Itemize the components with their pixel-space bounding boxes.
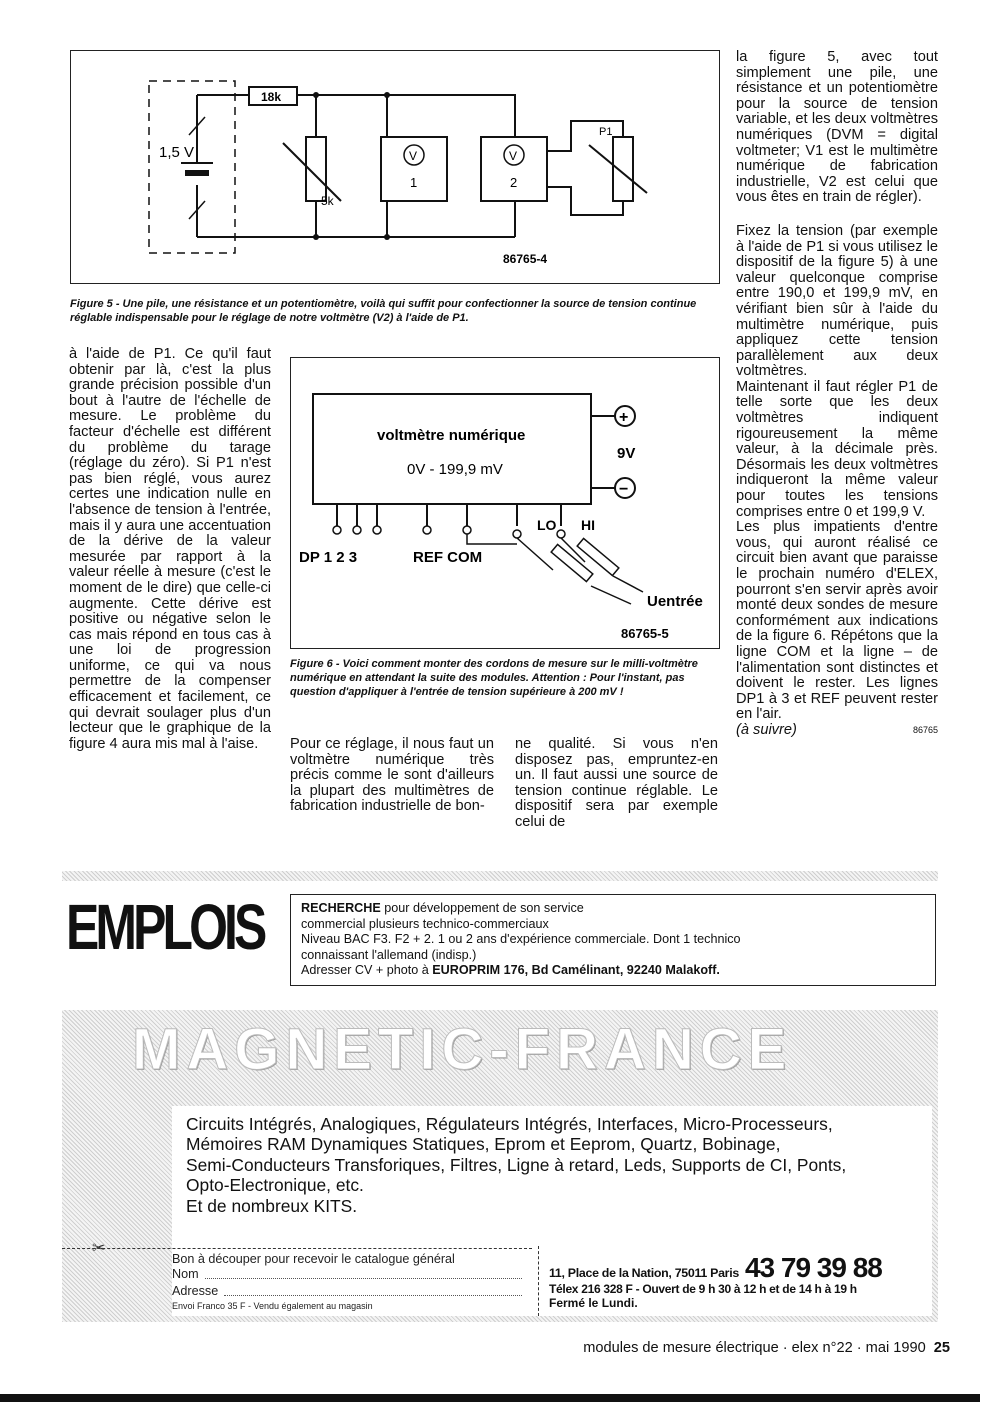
v1-symbol: V [409,149,418,163]
figure-5-schematic [71,51,719,283]
v2-symbol: V [509,149,518,163]
middle-column-a: Pour ce réglage, il nous faut un voltmètre numérique très précis comme le sont d'ailleurs la plupart des multimètres de fabrication industrielle de bon- [290,736,494,815]
coupon-envoi: Envoi Franco 35 F - Vendu également au magasin [172,1301,373,1311]
hi-label: HI [581,517,595,533]
minus-terminal: − [619,481,629,498]
left-column [69,347,271,760]
figure-5 [70,50,720,284]
input-voltage-label: Uentrée [647,593,703,610]
product-line: Circuits Intégrés, Analogiques, Régulateurs Intégrés, Interfaces, Micro-Processeurs, [186,1114,833,1134]
plus-terminal: + [619,409,629,426]
right-column-para-2: Fixez la tension (par exemple à l'aide de P1 si vous utilisez le dispositif de la figure 5) à une valeur quelconque comprise entre 190,0 et 199,9 mV, en vérifiant bien sûr à l'aide du multimètre numérique, puis appliquez cette tension parallèlement aux deux voltmètres. [736,222,938,380]
product-line: Semi-Conducteurs Transforiques, Filtres, Ligne à retard, Leds, Supports de CI, Ponts, [186,1154,847,1175]
ad-divider-stripe [62,871,938,881]
left-column-text: à l'aide de P1. Ce qu'il faut obtenir par là, c'est la plus grande précision possible d'un bout à l'autre de l'échelle de mesure. Le problème du facteur d'échelle est différent du problème du tarage (réglage du zéro). Si P1 n'est pas bien réglé, vous aurez certes une indication nulle en l'absence de tension à l'entrée, mais il y aura une accentuation de la dérive de la valeur mesurée par rapport à la valeur réelle à mesure (c'est le moment de le dire) que celle-ci augmente. Cette dérive est positive ou négative selon le cas mais répond en tous cas à une loi de progression uniforme, ce qui va nous permettre de la compenser efficacement et facilement, ce qui devrait soulager plus d'un lecteur que le graphique de la figure 4 aura mis mal à l'aise. [69,346,271,752]
a-suivre: (à suivre) [736,721,797,738]
figure-5-ref: 86765-4 [503,252,548,266]
emplois-line1: pour développement de son service [380,901,584,915]
coupon[interactable] [172,1252,532,1314]
bottom-rule [0,1394,980,1402]
magnetic-title: MAGNETIC-FRANCE [132,1017,793,1082]
emplois-title: EMPLOIS [66,891,264,963]
coupon-title: Bon à découper pour recevoir le catalogue général [172,1252,455,1266]
v2-label: 2 [510,175,518,190]
figure-6-caption: Figure 6 - Voici comment monter des cordons de mesure sur le milli-voltmètre numérique en attendant la suite des modules. Attention : Pour l'instant, pas question d'appliquer à l'entrée de tension supérieure à 200 mV ! [290,658,698,698]
figure-6-schematic [291,358,719,648]
emplois-ad [62,890,938,1000]
article-ref: 86765 [912,724,938,735]
magnetic-telex: Télex 216 328 F - Ouvert de 9 h 30 à 12 h et de 14 h à 19 h [549,1282,857,1296]
pot-5k-label: 5k [321,194,334,208]
voltmeter-range: 0V - 199,9 mV [407,461,503,478]
resistor-18k-label: 18k [261,90,282,104]
right-column-para-1: la figure 5, avec tout simplement une pile, une résistance et un potentiomètre pour la source de tension variable, et les deux voltmètres numériques (DVM = digital voltmeter; V1 est le multimètre numérique de fabrication industrielle, V2 est celui que vous êtes en train de régler). [736,49,938,206]
middle-column-b: ne qualité. Si vous n'en disposez pas, empruntez-en un. Il faut aussi une source de tension continue réglable. Le dispositif sera par exemple celui de [515,736,718,830]
battery-label: 1,5 V [159,144,195,161]
footer-text: modules de mesure électrique · elex n°22 · mai 1990 [583,1340,926,1356]
magnetic-contact-box [538,1246,930,1316]
emplois-line2: commercial plusieurs technico-commerciaux [301,916,549,931]
coupon-cut-line [62,1248,532,1249]
emplois-line4: connaissant l'allemand (indisp.) [301,947,477,962]
right-column-para-4: Les plus impatients d'entre vous, qui auront réalisé ce circuit bien avant que paraisse le prochain numéro d'ELEX, pourront s'en servir après avoir monté deux sondes de mesure conformément aux indications de la figure 6. Répétons que la ligne COM et la ligne – de l'alimentation sont distinctes et doivent le rester. Les lignes DP1 à 3 et REF peuvent rester en l'air. [736,519,938,723]
magnetic-ad [62,1010,938,1322]
dp-pins-label: DP 1 2 3 [299,549,358,566]
emplois-line1-bold: RECHERCHE [301,901,381,915]
emplois-line5: Adresser CV + photo à [301,963,433,978]
coupon-adresse-label: Adresse [172,1284,219,1298]
right-column-para-3: Maintenant il faut régler P1 de telle sorte que les deux voltmètres indiquent rigoureusement la même valeur, à la décimale près. Désormais les deux voltmètres indiqueront la même valeur pour toutes les tensions comprises entre 0 et 199,9 V. [736,378,938,520]
product-line: Mémoires RAM Dynamiques Statiques, Eprom et Eeprom, Quartz, Bobinage, [186,1134,781,1155]
scissors-icon: ✂ [92,1240,106,1257]
coupon-adresse-field[interactable] [224,1284,522,1296]
coupon-nom-field[interactable] [205,1267,522,1279]
magnetic-ferme: Fermé le Lundi. [549,1296,638,1310]
coupon-nom-label: Nom [172,1267,199,1281]
v1-label: 1 [410,175,418,190]
emplois-line5-bold: EUROPRIM 176, Bd Camélinant, 92240 Malakoff. [432,963,720,978]
figure-6 [290,357,720,649]
page-number: 25 [933,1340,950,1356]
supply-label: 9V [617,445,636,462]
emplois-line3: Niveau BAC F3. F2 + 2. 1 ou 2 ans d'expérience commerciale. Dont 1 technico [301,932,741,947]
page-footer [583,1340,950,1356]
emplois-text-box [290,894,936,986]
product-line: Opto-Electronique, etc. [186,1175,364,1196]
magnetic-product-list [186,1114,926,1216]
lo-label: LO [537,517,557,533]
ref-com-label: REF COM [413,549,483,566]
voltmeter-title: voltmètre numérique [377,427,526,444]
right-column [736,50,938,739]
magnetic-address: 11, Place de la Nation, 75011 Paris [549,1266,739,1280]
magnetic-phone: 43 79 39 88 [744,1252,882,1283]
figure-6-ref: 86765-5 [621,626,669,641]
product-line: Et de nombreux KITS. [186,1195,358,1216]
p1-label: P1 [599,126,613,138]
figure-5-caption: Figure 5 - Une pile, une résistance et un potentiomètre, voilà qui suffit pour confectionner la source de tension continue réglable indispensable pour le réglage de notre voltmètre (V2) à l'aide de P1. [70,298,697,324]
